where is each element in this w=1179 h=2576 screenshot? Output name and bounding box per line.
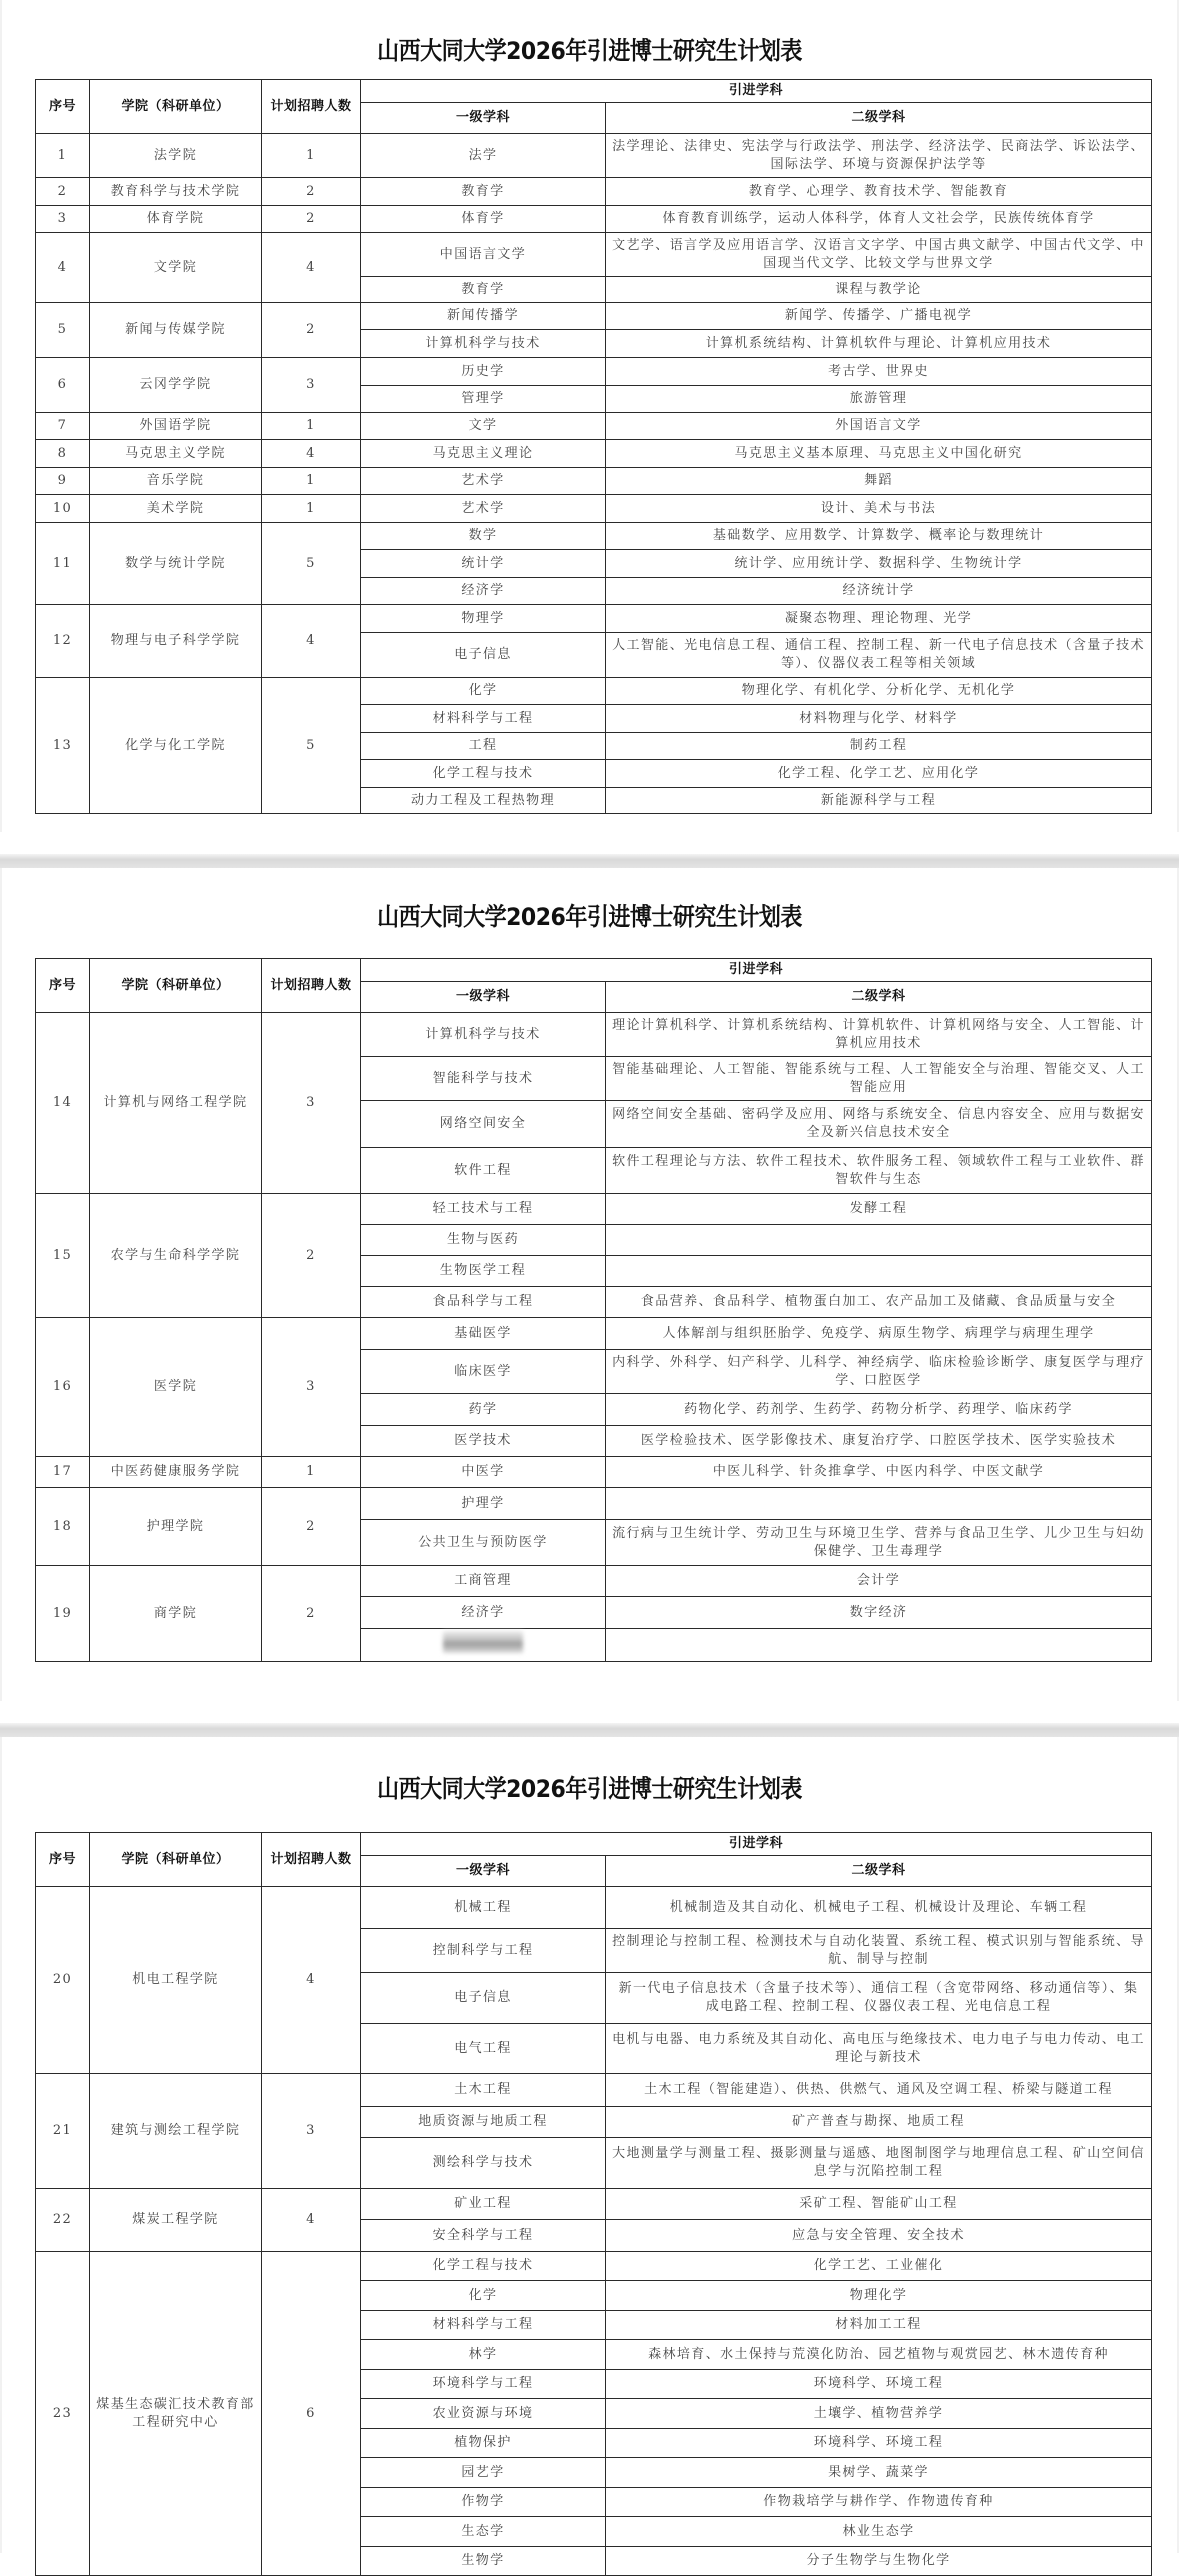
header-level2: 二级学科	[606, 982, 1152, 1013]
level2-cell: 数字经济	[606, 1597, 1152, 1629]
college-cell: 外国语学院	[90, 413, 262, 440]
page-gap	[0, 1701, 1179, 1723]
level1-cell: 计算机科学与技术	[361, 330, 606, 358]
level1-cell: 材料科学与工程	[361, 2311, 606, 2340]
level1-cell: 马克思主义理论	[361, 440, 606, 468]
level1-cell: 机械工程	[361, 1887, 606, 1929]
header-college: 学院（科研单位）	[90, 959, 262, 1013]
header-quota: 计划招聘人数	[262, 959, 361, 1013]
level1-cell: 智能科学与技术	[361, 1057, 606, 1101]
level2-cell: 作物栽培学与耕作学、作物遗传育种	[606, 2488, 1152, 2517]
level2-cell: 发酵工程	[606, 1194, 1152, 1225]
level2-cell: 外国语言文学	[606, 413, 1152, 440]
college-cell: 教育科学与技术学院	[90, 178, 262, 206]
quota-cell: 6	[262, 2252, 361, 2576]
quota-cell: 1	[262, 1457, 361, 1488]
seq-cell: 4	[36, 233, 90, 303]
level2-cell: 化学工艺、工业催化	[606, 2252, 1152, 2281]
level2-cell: 物理化学、有机化学、分析化学、无机化学	[606, 678, 1152, 705]
page-gap	[0, 832, 1179, 854]
level1-cell: 中医学	[361, 1457, 606, 1488]
level2-cell: 经济统计学	[606, 578, 1152, 605]
quota-cell: 3	[262, 1013, 361, 1194]
college-cell: 马克思主义学院	[90, 440, 262, 468]
level1-cell: 工商管理	[361, 1566, 606, 1597]
level2-cell: 智能基础理论、人工智能、智能系统与工程、人工智能安全与治理、智能交叉、人工智能应用	[606, 1057, 1152, 1101]
level2-cell: 土木工程（智能建造）、供热、供燃气、通风及空调工程、桥梁与隧道工程	[606, 2074, 1152, 2107]
level2-cell: 果树学、蔬菜学	[606, 2458, 1152, 2488]
page-sheet	[0, 868, 1179, 1701]
quota-cell: 2	[262, 1566, 361, 1662]
seq-cell: 5	[36, 303, 90, 358]
level2-cell: 新闻学、传播学、广播电视学	[606, 303, 1152, 330]
table-row	[36, 2074, 1152, 2107]
header-college: 学院（科研单位）	[90, 1833, 262, 1887]
level1-cell: 材料科学与工程	[361, 705, 606, 733]
level2-cell: 舞蹈	[606, 468, 1152, 495]
page-sheet	[0, 0, 1179, 832]
header-disciplines: 引进学科	[361, 80, 1152, 103]
level1-cell: 农业资源与环境	[361, 2399, 606, 2429]
table-row	[36, 678, 1152, 705]
college-cell: 建筑与测绘工程学院	[90, 2074, 262, 2189]
level1-cell: 网络空间安全	[361, 1101, 606, 1148]
seq-cell: 13	[36, 678, 90, 814]
level2-cell: 药物化学、药剂学、生药学、药物分析学、药理学、临床药学	[606, 1394, 1152, 1426]
level2-cell: 森林培育、水土保持与荒漠化防治、园艺植物与观赏园艺、林木遗传育种	[606, 2340, 1152, 2370]
page-sheet	[0, 1737, 1179, 2568]
college-cell: 护理学院	[90, 1488, 262, 1566]
level1-cell: 临床医学	[361, 1350, 606, 1394]
table-row	[36, 358, 1152, 386]
level1-cell: 矿业工程	[361, 2189, 606, 2220]
header-seq: 序号	[36, 959, 90, 1013]
level2-cell: 课程与教学论	[606, 277, 1152, 303]
level2-cell: 内科学、外科学、妇产科学、儿科学、神经病学、临床检验诊断学、康复医学与理疗学、口腔医学	[606, 1350, 1152, 1394]
level1-cell: 文学	[361, 413, 606, 440]
seq-cell: 17	[36, 1457, 90, 1488]
level2-cell: 网络空间安全基础、密码学及应用、网络与系统安全、信息内容安全、应用与数据安全及新兴信息技术安全	[606, 1101, 1152, 1148]
college-cell: 新闻与传媒学院	[90, 303, 262, 358]
level2-cell: 分子生物学与生物化学	[606, 2547, 1152, 2576]
level2-cell: 软件工程理论与方法、软件工程技术、软件服务工程、领域软件工程与工业软件、群智软件与生态	[606, 1148, 1152, 1194]
header-quota: 计划招聘人数	[262, 1833, 361, 1887]
seq-cell: 14	[36, 1013, 90, 1194]
level1-cell: 中国语言文学	[361, 233, 606, 277]
seq-cell: 2	[36, 178, 90, 206]
level2-cell: 环境科学、环境工程	[606, 2429, 1152, 2458]
level2-cell: 教育学、心理学、教育技术学、智能教育	[606, 178, 1152, 206]
quota-cell: 1	[262, 413, 361, 440]
quota-cell: 5	[262, 678, 361, 814]
table-row	[36, 440, 1152, 468]
level2-cell: 流行病与卫生统计学、劳动卫生与环境卫生学、营养与食品卫生学、儿少卫生与妇幼保健学、卫生毒理学	[606, 1520, 1152, 1566]
header-level2: 二级学科	[606, 1856, 1152, 1887]
level1-cell: 动力工程及工程热物理	[361, 788, 606, 814]
college-cell: 农学与生命科学学院	[90, 1194, 262, 1318]
seq-cell: 23	[36, 2252, 90, 2576]
quota-cell: 4	[262, 440, 361, 468]
seq-cell: 9	[36, 468, 90, 495]
level1-cell: 食品科学与工程	[361, 1287, 606, 1318]
level2-cell: 体育教育训练学，运动人体科学，体育人文社会学，民族传统体育学	[606, 206, 1152, 233]
seq-cell: 3	[36, 206, 90, 233]
level2-cell: 机械制造及其自动化、机械电子工程、机械设计及理论、车辆工程	[606, 1887, 1152, 1929]
header-seq: 序号	[36, 80, 90, 134]
level1-cell: 化学工程与技术	[361, 760, 606, 788]
header-row	[36, 80, 1152, 103]
quota-cell: 4	[262, 233, 361, 303]
level1-cell: 轻工技术与工程	[361, 1194, 606, 1225]
header-disciplines: 引进学科	[361, 959, 1152, 982]
seq-cell: 19	[36, 1566, 90, 1662]
header-college: 学院（科研单位）	[90, 80, 262, 134]
table-row	[36, 206, 1152, 233]
level1-cell: 工程	[361, 733, 606, 760]
level1-cell: 医学技术	[361, 1426, 606, 1457]
college-cell: 体育学院	[90, 206, 262, 233]
level2-cell: 计算机系统结构、计算机软件与理论、计算机应用技术	[606, 330, 1152, 358]
seq-cell: 18	[36, 1488, 90, 1566]
table-row	[36, 1013, 1152, 1057]
quota-cell: 2	[262, 1194, 361, 1318]
table-row	[36, 233, 1152, 277]
level2-cell	[606, 1225, 1152, 1256]
quota-cell: 2	[262, 206, 361, 233]
level1-cell: 化学工程与技术	[361, 2252, 606, 2281]
table-row	[36, 495, 1152, 523]
level1-cell: 经济学	[361, 1597, 606, 1629]
level1-cell: 控制科学与工程	[361, 1929, 606, 1973]
header-level1: 一级学科	[361, 1856, 606, 1887]
level1-cell: 作物学	[361, 2488, 606, 2517]
quota-cell: 2	[262, 303, 361, 358]
level2-cell: 化学工程、化学工艺、应用化学	[606, 760, 1152, 788]
plan-table	[35, 958, 1152, 1662]
level1-cell: 生物与医药	[361, 1225, 606, 1256]
quota-cell: 2	[262, 1488, 361, 1566]
seq-cell: 12	[36, 605, 90, 678]
header-row	[36, 959, 1152, 982]
quota-cell: 2	[262, 178, 361, 206]
college-cell: 医学院	[90, 1318, 262, 1457]
level1-cell: 生物学	[361, 2547, 606, 2576]
title-spacer	[2, 931, 1177, 958]
level2-cell: 新能源科学与工程	[606, 788, 1152, 814]
seq-cell: 20	[36, 1887, 90, 2074]
level2-cell: 理论计算机科学、计算机系统结构、计算机软件、计算机网络与安全、人工智能、计算机应用技术	[606, 1013, 1152, 1057]
level1-cell: 电气工程	[361, 2024, 606, 2074]
level2-cell: 食品营养、食品科学、植物蛋白加工、农产品加工及储藏、食品质量与安全	[606, 1287, 1152, 1318]
college-cell: 机电工程学院	[90, 1887, 262, 2074]
level1-cell: 软件工程	[361, 1148, 606, 1194]
level1-cell: 电子信息	[361, 633, 606, 678]
table-row	[36, 1566, 1152, 1597]
table-row	[36, 1488, 1152, 1520]
level2-cell: 基础数学、应用数学、计算数学、概率论与数理统计	[606, 523, 1152, 550]
level2-cell: 环境科学、环境工程	[606, 2370, 1152, 2399]
quota-cell: 4	[262, 1887, 361, 2074]
page-title: 山西大同大学2026年引进博士研究生计划表	[377, 37, 802, 66]
table-row	[36, 1194, 1152, 1225]
level2-cell: 中医儿科学、针灸推拿学、中医内科学、中医文献学	[606, 1457, 1152, 1488]
level1-cell: 教育学	[361, 178, 606, 206]
college-cell: 煤基生态碳汇技术教育部工程研究中心	[90, 2252, 262, 2576]
seq-cell: 11	[36, 523, 90, 605]
quota-cell: 3	[262, 2074, 361, 2189]
header-quota: 计划招聘人数	[262, 80, 361, 134]
college-cell: 中医药健康服务学院	[90, 1457, 262, 1488]
seq-cell: 6	[36, 358, 90, 413]
level1-cell: 计算机科学与技术	[361, 1013, 606, 1057]
seq-cell: 15	[36, 1194, 90, 1318]
plan-table	[35, 1832, 1152, 2576]
page-separator	[0, 854, 1179, 868]
level1-cell: 土木工程	[361, 2074, 606, 2107]
level2-cell: 旅游管理	[606, 386, 1152, 413]
seq-cell: 10	[36, 495, 90, 523]
level1-cell: 数学	[361, 523, 606, 550]
level1-cell: 园艺学	[361, 2458, 606, 2488]
college-cell: 计算机与网络工程学院	[90, 1013, 262, 1194]
level2-cell: 控制理论与控制工程、检测技术与自动化装置、系统工程、模式识别与智能系统、导航、制导与控制	[606, 1929, 1152, 1973]
redacted-text	[443, 1631, 523, 1653]
seq-cell: 22	[36, 2189, 90, 2252]
level1-cell: 统计学	[361, 550, 606, 578]
header-level2: 二级学科	[606, 103, 1152, 134]
level2-cell: 电机与电器、电力系统及其自动化、高电压与绝缘技术、电力电子与电力传动、电工理论与新技术	[606, 2024, 1152, 2074]
level1-cell: 林学	[361, 2340, 606, 2370]
college-cell: 音乐学院	[90, 468, 262, 495]
level1-cell: 测绘科学与技术	[361, 2138, 606, 2189]
table-row	[36, 523, 1152, 550]
level2-cell: 材料加工工程	[606, 2311, 1152, 2340]
seq-cell: 8	[36, 440, 90, 468]
table-row	[36, 413, 1152, 440]
level1-cell: 新闻传播学	[361, 303, 606, 330]
level2-cell: 大地测量学与测量工程、摄影测量与遥感、地图制图学与地理信息工程、矿山空间信息学与沉陷控制工程	[606, 2138, 1152, 2189]
level1-cell: 护理学	[361, 1488, 606, 1520]
level1-cell: 管理学	[361, 386, 606, 413]
page-title: 山西大同大学2026年引进博士研究生计划表	[377, 903, 802, 932]
seq-cell: 7	[36, 413, 90, 440]
plan-table	[35, 79, 1152, 814]
table-row	[36, 1887, 1152, 1929]
college-cell: 文学院	[90, 233, 262, 303]
level1-cell: 电子信息	[361, 1973, 606, 2024]
level1-cell: 经济学	[361, 578, 606, 605]
level2-cell: 设计、美术与书法	[606, 495, 1152, 523]
level1-cell: 公共卫生与预防医学	[361, 1520, 606, 1566]
table-row	[36, 468, 1152, 495]
level1-cell: 艺术学	[361, 495, 606, 523]
college-cell: 数学与统计学院	[90, 523, 262, 605]
seq-cell: 1	[36, 134, 90, 178]
level2-cell: 新一代电子信息技术（含量子技术等）、通信工程（含宽带网络、移动通信等）、集成电路工程、控制工程、仪器仪表工程、光电信息工程	[606, 1973, 1152, 2024]
level1-cell: 地质资源与地质工程	[361, 2107, 606, 2138]
quota-cell: 1	[262, 134, 361, 178]
level2-cell: 土壤学、植物营养学	[606, 2399, 1152, 2429]
title-spacer	[2, 1803, 1177, 1832]
level1-cell: 历史学	[361, 358, 606, 386]
level2-cell: 文艺学、语言学及应用语言学、汉语言文字学、中国古典文献学、中国古代文学、中国现当代文学、比较文学与世界文学	[606, 233, 1152, 277]
seq-cell: 16	[36, 1318, 90, 1457]
level2-cell: 会计学	[606, 1566, 1152, 1597]
level1-cell: 药学	[361, 1394, 606, 1426]
college-cell: 美术学院	[90, 495, 262, 523]
college-cell: 化学与化工学院	[90, 678, 262, 814]
college-cell: 物理与电子科学学院	[90, 605, 262, 678]
level2-cell: 物理化学	[606, 2281, 1152, 2311]
college-cell: 法学院	[90, 134, 262, 178]
level1-cell: 安全科学与工程	[361, 2220, 606, 2252]
level2-cell: 采矿工程、智能矿山工程	[606, 2189, 1152, 2220]
header-seq: 序号	[36, 1833, 90, 1887]
quota-cell: 3	[262, 358, 361, 413]
level2-cell: 应急与安全管理、安全技术	[606, 2220, 1152, 2252]
level1-cell: 艺术学	[361, 468, 606, 495]
quota-cell: 3	[262, 1318, 361, 1457]
quota-cell: 4	[262, 2189, 361, 2252]
seq-cell: 21	[36, 2074, 90, 2189]
level2-cell	[606, 1488, 1152, 1520]
level2-cell: 凝聚态物理、理论物理、光学	[606, 605, 1152, 633]
page-title: 山西大同大学2026年引进博士研究生计划表	[377, 1775, 802, 1804]
table-row	[36, 2189, 1152, 2220]
level1-cell: 物理学	[361, 605, 606, 633]
table-row	[36, 134, 1152, 178]
college-cell: 云冈学学院	[90, 358, 262, 413]
table-row	[36, 1318, 1152, 1350]
table-row	[36, 303, 1152, 330]
quota-cell: 1	[262, 468, 361, 495]
quota-cell: 5	[262, 523, 361, 605]
level1-cell: 植物保护	[361, 2429, 606, 2458]
quota-cell: 1	[262, 495, 361, 523]
table-row	[36, 178, 1152, 206]
level1-cell: 环境科学与工程	[361, 2370, 606, 2399]
header-disciplines: 引进学科	[361, 1833, 1152, 1856]
level1-cell: 基础医学	[361, 1318, 606, 1350]
level2-cell: 考古学、世界史	[606, 358, 1152, 386]
level1-cell: 化学	[361, 678, 606, 705]
level1-cell: 体育学	[361, 206, 606, 233]
title-spacer	[2, 65, 1177, 79]
level1-cell: 法学	[361, 134, 606, 178]
page-separator	[0, 1723, 1179, 1737]
level2-cell	[606, 1256, 1152, 1287]
level2-cell: 马克思主义基本原理、马克思主义中国化研究	[606, 440, 1152, 468]
header-level1: 一级学科	[361, 103, 606, 134]
header-row	[36, 1833, 1152, 1856]
level2-cell	[606, 1629, 1152, 1662]
level2-cell: 法学理论、法律史、宪法学与行政法学、刑法学、经济法学、民商法学、诉讼法学、国际法学、环境与资源保护法学等	[606, 134, 1152, 178]
college-cell: 煤炭工程学院	[90, 2189, 262, 2252]
table-row	[36, 2252, 1152, 2281]
level1-cell: 教育学	[361, 277, 606, 303]
level2-cell: 统计学、应用统计学、数据科学、生物统计学	[606, 550, 1152, 578]
level1-cell: 生物医学工程	[361, 1256, 606, 1287]
level1-cell: 生态学	[361, 2517, 606, 2547]
level2-cell: 人工智能、光电信息工程、通信工程、控制工程、新一代电子信息技术（含量子技术等）、仪器仪表工程等相关领域	[606, 633, 1152, 678]
table-row	[36, 1457, 1152, 1488]
college-cell: 商学院	[90, 1566, 262, 1662]
level2-cell: 林业生态学	[606, 2517, 1152, 2547]
level1-cell: 化学	[361, 2281, 606, 2311]
level1-cell	[361, 1629, 606, 1662]
header-level1: 一级学科	[361, 982, 606, 1013]
quota-cell: 4	[262, 605, 361, 678]
level2-cell: 制药工程	[606, 733, 1152, 760]
level2-cell: 医学检验技术、医学影像技术、康复治疗学、口腔医学技术、医学实验技术	[606, 1426, 1152, 1457]
level2-cell: 矿产普查与勘探、地质工程	[606, 2107, 1152, 2138]
level2-cell: 材料物理与化学、材料学	[606, 705, 1152, 733]
table-row	[36, 605, 1152, 633]
level2-cell: 人体解剖与组织胚胎学、免疫学、病原生物学、病理学与病理生理学	[606, 1318, 1152, 1350]
